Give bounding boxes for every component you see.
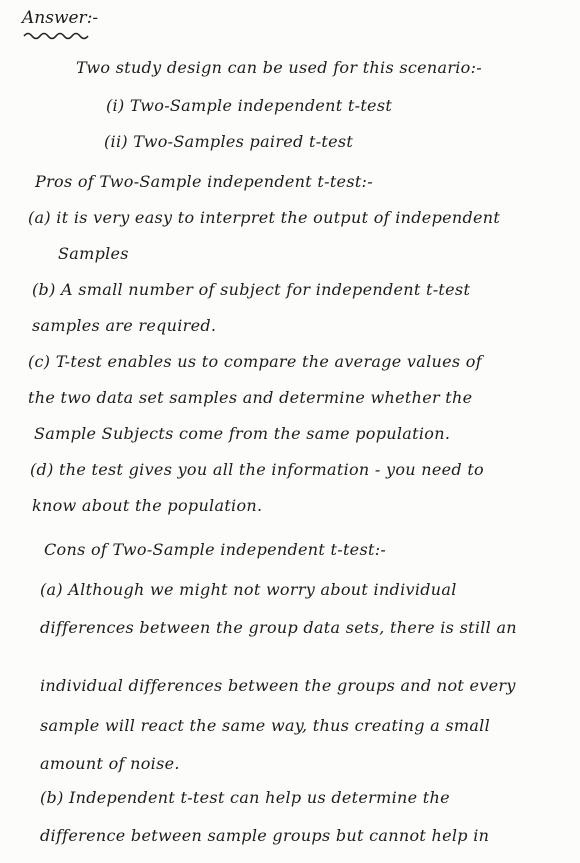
text-line: (b) A small number of subject for independent t-test — [32, 280, 471, 299]
text-line: differences between the group data sets, there is still an — [40, 618, 517, 637]
text-line: sample will react the same way, thus creating a small — [40, 716, 491, 735]
text-line: individual differences between the groups and not every — [40, 676, 516, 695]
text-line: samples are required. — [32, 316, 217, 335]
answer-heading-block — [22, 8, 98, 28]
text-line: the two data set samples and determine whether the — [28, 388, 473, 407]
text-line: (a) it is very easy to interpret the output of independent — [28, 208, 501, 227]
text-line: Pros of Two-Sample independent t-test:- — [35, 172, 373, 191]
text-line: (ii) Two-Samples paired t-test — [104, 132, 354, 151]
text-line: Samples — [58, 244, 129, 263]
text-line: difference between sample groups but cannot help in — [40, 826, 490, 845]
text-line: (c) T-test enables us to compare the average values of — [28, 352, 482, 371]
text-line: (d) the test gives you all the information - you need to — [30, 460, 484, 479]
underline-squiggle-icon — [22, 30, 102, 42]
text-line: Sample Subjects come from the same population. — [34, 424, 451, 443]
answer-heading: Answer:- — [22, 8, 99, 28]
text-line: amount of noise. — [40, 754, 180, 773]
text-line: (a) Although we might not worry about individual — [40, 580, 457, 599]
text-line: Two study design can be used for this scenario:- — [76, 58, 483, 77]
text-line: (b) Independent t-test can help us determine the — [40, 788, 450, 807]
text-line: Cons of Two-Sample independent t-test:- — [44, 540, 387, 559]
text-line: know about the population. — [32, 496, 263, 515]
text-line: (i) Two-Sample independent t-test — [106, 96, 393, 115]
